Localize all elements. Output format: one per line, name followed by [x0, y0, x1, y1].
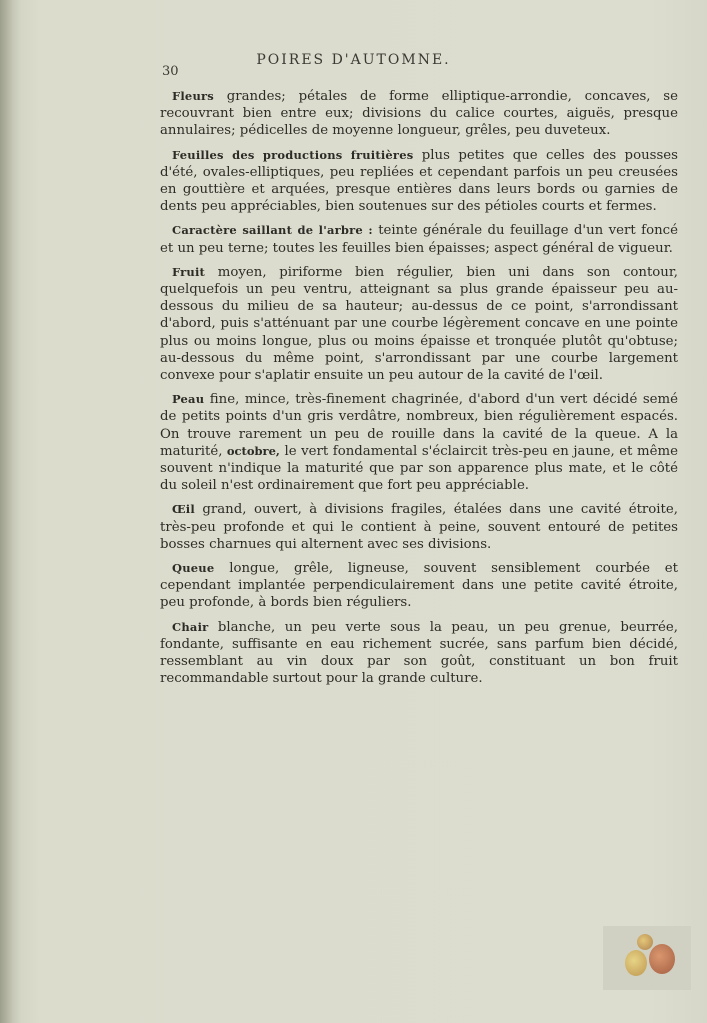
- section-caractere: [160, 222, 678, 256]
- section-lead: Chair: [172, 619, 209, 634]
- section-lead: Peau: [172, 392, 205, 407]
- section-chair: [160, 619, 678, 688]
- section-text: plus petites que celles des pousses d'été, ovales-elliptiques, peu repliées et cependant parfois un peu creusées en gouttière et arquées, presque entières dans leurs bords ou garnies de dents peu appréciables, bien soutenues sur des pétioles courts et fermes.: [160, 147, 678, 215]
- section-lead: Queue: [172, 561, 215, 576]
- section-peau: [160, 391, 678, 494]
- section-lead: Fleurs: [172, 89, 214, 103]
- section-lead: Caractère saillant de l'arbre :: [172, 223, 373, 238]
- section-text: longue, grêle, ligneuse, souvent sensiblement courbée et cependant implantée perpendiculairement dans une petite cavité étroite, peu profonde, à bords bien réguliers.: [160, 561, 678, 611]
- section-queue: [160, 560, 678, 612]
- section-text: blanche, un peu verte sous la peau, un peu grenue, beurrée, fondante, suffisante en eau richement sucrée, sans parfum bien décidé, ressemblant au vin doux par son goût, constituant un bon fruit recommandable surtout pour la grande culture.: [160, 619, 678, 687]
- section-text: teinte générale du feuillage d'un vert foncé et un peu terne; toutes les feuilles bien épaisses; aspect général de vigueur.: [160, 223, 678, 256]
- section-text-continued: le vert fondamental s'éclaircit très-peu en jaune, et même souvent n'indique la maturité que par son apparence plus mate, et le côté du soleil n'est ordinairement que fort peu appréciable.: [160, 443, 678, 494]
- section-text: grandes; pétales de forme elliptique-arrondie, concaves, se recouvrant bien entre eux; divisions du calice courtes, aiguës, presque annulaires; pédicelles de moyenne longueur, grêles, peu duveteux.: [160, 89, 678, 139]
- pear-icon: [625, 950, 647, 976]
- section-fleurs: [160, 88, 678, 140]
- running-header: POIRES D'AUTOMNE.: [256, 52, 451, 68]
- fruit-thumbnail-image: [603, 926, 691, 990]
- section-oeil: [160, 501, 678, 553]
- section-lead: Œil: [172, 502, 195, 517]
- section-lead: Feuilles des productions fruitières: [172, 147, 414, 162]
- section-text: moyen, piriforme bien régulier, bien uni dans son contour, quelquefois un peu ventru, atteignant sa plus grande épaisseur peu au-dessous du milieu de sa hauteur; au-dessus de ce point, s'arrondissant d'abord, puis s'atténuant par une courbe légèrement concave en une pointe plus ou moins longue, plus ou moins épaisse et tronquée plutôt qu'obtuse; au-dessous du même point, s'arrondissant par une courbe largement convexe pour s'aplatir ensuite un peu autour de la cavité de l'œil.: [160, 264, 678, 384]
- section-text: grand, ouvert, à divisions fragiles, étalées dans une cavité étroite, très-peu profonde et qui le contient à peine, souvent entouré de petites bosses charnues qui alternent avec ses divisions.: [160, 502, 678, 552]
- section-lead: Fruit: [172, 264, 206, 279]
- page-number: 30: [162, 64, 179, 79]
- pear-icon: [637, 934, 653, 950]
- section-emphasis: octobre,: [222, 443, 280, 458]
- section-feuilles: [160, 147, 678, 216]
- section-fruit: [160, 264, 678, 384]
- page-body: [160, 88, 678, 695]
- pear-icon: [649, 944, 675, 974]
- section-text: fine, mince, très-finement chagrinée, d'abord d'un vert décidé semé de petits points d'un gris verdâtre, nombreux, bien régulièrement espacés. On trouve rarement un peu de rouille dans la cavité de la queue. A la maturité,: [160, 392, 678, 459]
- page-spine-shadow: [0, 0, 22, 1023]
